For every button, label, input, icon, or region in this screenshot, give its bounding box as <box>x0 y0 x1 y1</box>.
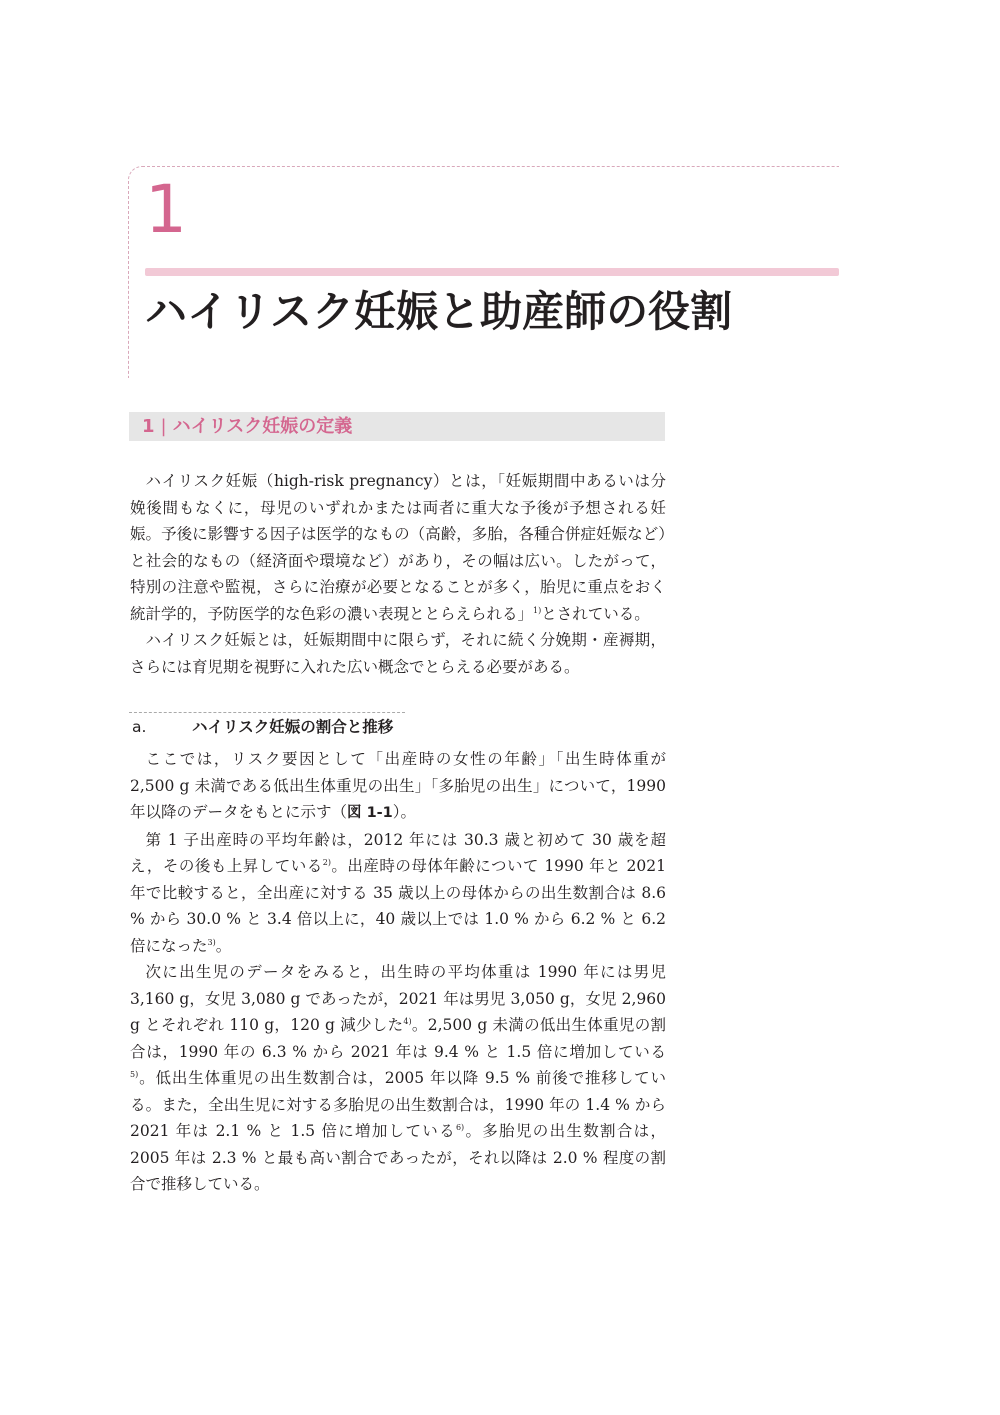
paragraph <box>130 827 666 960</box>
paragraph-text: ここでは，リスク要因として「出産時の女性の年齢」「出生時体重が 2,500 g 未満である低出生体重児の出生」「多胎児の出生」について，1990 年以降のデータをもとに示す（ <box>130 750 666 821</box>
section-heading <box>129 412 665 441</box>
subsection-title: ハイリスク妊娠の割合と推移 <box>192 718 394 736</box>
paragraph: ハイリスク妊娠とは，妊娠期間中に限らず，それに続く分娩期・産褥期，さらには育児期を視野に入れた広い概念でとらえる必要がある。 <box>130 631 666 676</box>
subsection-letter: a. <box>132 718 147 736</box>
chapter-divider <box>145 268 839 276</box>
reference-marker: 1) <box>533 605 542 615</box>
paragraph-text: 。2,500 g 未満の低出生体重児の割合は，1990 年の 6.3 % から 2021 年は 9.4 % と 1.5 倍に増加している <box>130 1016 666 1061</box>
trend-body <box>130 746 666 1198</box>
subsection-divider <box>129 712 405 713</box>
paragraph-text: 次に出生児のデータをみると，出生時の平均体重は 1990 年には男児 3,160 g，女児 3,080 g であったが，2021 年は男児 3,050 g，女児 2,960 g とそれぞれ 110 g，120 g 減少した <box>130 963 666 1034</box>
paragraph-text: 。低出生体重児の出生数割合は，2005 年以降 9.5 % 前後で推移している。また，全出生児に対する多胎児の出生数割合は，1990 年の 1.4 % から 2021 年は 2.1 % と 1.5 倍に増加している <box>130 1069 666 1140</box>
reference-marker: 6) <box>455 1123 465 1132</box>
paragraph-text: ハイリスク妊娠（high-risk pregnancy）とは，「妊娠期間中あるいは分娩後間もなくに，母児のいずれかまたは両者に重大な予後が予想される妊娠。予後に影響する因子は医学的なもの（高齢，多胎，各種合併症妊娠など）と社会的なもの（経済面や環境など）があり，その幅は広い。したがって，特別の注意や監視，さらに治療が必要となることが多く，胎児に重点をおく統計学的，予防医学的な色彩の濃い表現ととらえられる」 <box>130 472 666 623</box>
figure-reference: 図 1-1 <box>347 805 393 821</box>
subsection-heading <box>132 714 393 740</box>
paragraph-text: ）。 <box>392 803 417 821</box>
definition-body <box>130 468 666 680</box>
paragraph-text: 。 <box>215 936 232 955</box>
paragraph-text: 第 1 子出産時の平均年齢は，2012 年には 30.3 歳と初めて 30 歳を超え，その後も上昇している <box>130 830 666 875</box>
section-separator: | <box>160 416 167 437</box>
reference-marker: 3) <box>207 937 216 947</box>
paragraph <box>130 468 666 627</box>
paragraph <box>130 746 666 827</box>
paragraph-text: 。出産時の母体年齢について 1990 年と 2021 年で比較すると，全出産に対する 35 歳以上の母体からの出生数割合は 8.6 % から 30.0 % と 3.4 倍以上に，40 歳以上では 1.0 % から 6.2 % と 6.2 倍になった <box>130 857 666 955</box>
section-title: ハイリスク妊娠の定義 <box>172 416 353 437</box>
paragraph-text: とされている。 <box>541 604 650 623</box>
chapter-title: ハイリスク妊娠と助産師の役割 <box>145 287 733 336</box>
section-number: 1 <box>142 416 155 437</box>
paragraph <box>130 959 666 1198</box>
paragraph-text: 。多胎児の出生数割合は，2005 年は 2.3 % と最も高い割合であったが，それ以降は 2.0 % 程度の割合で推移している。 <box>130 1122 666 1193</box>
reference-marker: 5) <box>130 1070 139 1079</box>
reference-marker: 4) <box>403 1017 412 1026</box>
chapter-number: 1 <box>145 171 187 248</box>
reference-marker: 2) <box>322 858 331 867</box>
